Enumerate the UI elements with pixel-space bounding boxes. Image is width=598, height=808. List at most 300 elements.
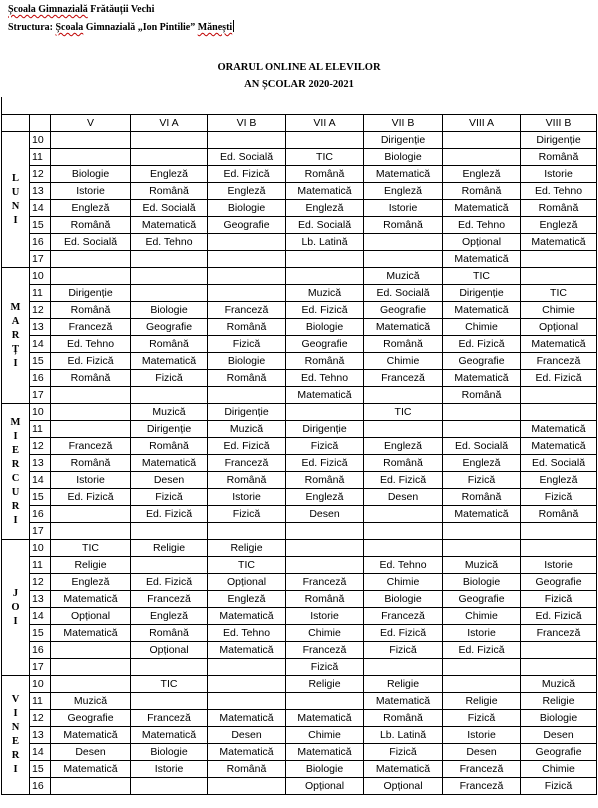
subject-cell: Biologie (286, 319, 364, 336)
subject-cell: Geografie (51, 710, 131, 727)
subject-cell: Matematică (51, 761, 131, 778)
subject-cell: Geografie (443, 591, 521, 608)
subject-cell (364, 506, 443, 523)
hour-cell: 17 (30, 251, 51, 268)
subject-cell: Matematică (364, 761, 443, 778)
hour-cell: 11 (30, 149, 51, 166)
subject-cell: Engleză (443, 455, 521, 472)
subject-cell (521, 659, 597, 676)
subject-cell: Istorie (364, 200, 443, 217)
structure-part-b: Gimnazială „Ion Pintilie” (85, 22, 196, 33)
subject-cell: Engleză (521, 472, 597, 489)
subject-cell: Fizică (286, 659, 364, 676)
subject-cell (364, 251, 443, 268)
subject-cell: Ed. Tehno (286, 370, 364, 387)
day-letter: I (13, 514, 18, 526)
subject-cell: TIC (51, 540, 131, 557)
subject-cell: Istorie (521, 166, 597, 183)
school-name-part-b: Frătăuții Vechi (90, 4, 155, 15)
subject-cell: Geografie (521, 574, 597, 591)
subject-cell: Engleză (51, 200, 131, 217)
day-letter: U (11, 486, 20, 498)
subject-cell: Religie (364, 676, 443, 693)
subject-cell (364, 421, 443, 438)
subject-cell: Opțional (286, 778, 364, 795)
table-row (2, 302, 597, 319)
subject-cell: Fizică (521, 778, 597, 795)
subject-cell (286, 132, 364, 149)
hour-cell: 12 (30, 710, 51, 727)
subject-cell: Ed. Socială (51, 234, 131, 251)
subject-cell: Religie (521, 693, 597, 710)
subject-cell (131, 387, 208, 404)
subject-cell (364, 659, 443, 676)
table-row (2, 438, 597, 455)
hour-cell: 16 (30, 778, 51, 795)
subject-cell: Ed. Fizică (131, 574, 208, 591)
table-row (2, 404, 597, 421)
subject-cell (286, 557, 364, 574)
subject-cell: Desen (521, 727, 597, 744)
subject-cell: Ed. Socială (286, 217, 364, 234)
subject-cell: Muzică (286, 285, 364, 302)
day-letter: C (11, 472, 20, 484)
subject-cell (443, 421, 521, 438)
subject-cell (131, 693, 208, 710)
subject-cell: Română (131, 336, 208, 353)
table-row (2, 744, 597, 761)
subject-cell: Fizică (443, 710, 521, 727)
day-letter: I (13, 615, 18, 627)
subject-cell: Fizică (286, 438, 364, 455)
subject-cell (521, 642, 597, 659)
subject-cell: Matematică (208, 710, 286, 727)
day-letter: M (10, 301, 21, 313)
subject-cell: Muzică (208, 421, 286, 438)
subject-cell (443, 132, 521, 149)
subject-cell (51, 404, 131, 421)
class-header: VIII A (443, 115, 521, 132)
day-letter: V (11, 694, 20, 705)
subject-cell (51, 676, 131, 693)
subject-cell: Ed. Socială (521, 455, 597, 472)
subject-cell: Română (51, 455, 131, 472)
subject-cell: Ed. Fizică (286, 302, 364, 319)
hour-cell: 17 (30, 387, 51, 404)
school-year-title: AN ȘCOLAR 2020-2021 (244, 79, 354, 90)
class-header: VI A (131, 115, 208, 132)
subject-cell: Dirigenție (443, 285, 521, 302)
subject-cell: Română (286, 353, 364, 370)
subject-cell (208, 268, 286, 285)
subject-cell: Opțional (443, 234, 521, 251)
subject-cell: Română (131, 625, 208, 642)
subject-cell: Biologie (364, 591, 443, 608)
subject-cell (286, 523, 364, 540)
day-letter: A (11, 315, 20, 327)
subject-cell: Lb. Latină (286, 234, 364, 251)
subject-cell: Dirigenție (364, 132, 443, 149)
subject-cell: Matematică (131, 353, 208, 370)
hour-cell: 15 (30, 217, 51, 234)
subject-cell: Biologie (521, 710, 597, 727)
subject-cell: Matematică (286, 183, 364, 200)
table-row (2, 506, 597, 523)
table-row (2, 659, 597, 676)
subject-cell: Istorie (521, 557, 597, 574)
subject-cell (131, 285, 208, 302)
hour-cell: 15 (30, 625, 51, 642)
subject-cell (51, 659, 131, 676)
subject-cell: Română (51, 370, 131, 387)
hour-cell: 12 (30, 166, 51, 183)
subject-cell: Română (364, 455, 443, 472)
subject-cell: Franceză (521, 353, 597, 370)
subject-cell: Dirigenție (131, 421, 208, 438)
subject-cell (208, 285, 286, 302)
subject-cell: Ed. Tehno (443, 217, 521, 234)
subject-cell: Chimie (521, 761, 597, 778)
day-letter: I (13, 357, 18, 369)
subject-cell: Fizică (131, 370, 208, 387)
subject-cell: Matematică (443, 200, 521, 217)
subject-cell: Engleză (51, 574, 131, 591)
subject-cell (286, 693, 364, 710)
table-row (2, 319, 597, 336)
subject-cell (51, 523, 131, 540)
subject-cell: Istorie (286, 608, 364, 625)
subject-cell: Dirigenție (51, 285, 131, 302)
hour-cell: 12 (30, 574, 51, 591)
subject-cell: Dirigenție (208, 404, 286, 421)
subject-cell: Chimie (286, 625, 364, 642)
subject-cell: Matematică (131, 727, 208, 744)
subject-cell: Română (131, 183, 208, 200)
subject-cell: Ed. Fizică (51, 353, 131, 370)
subject-cell: Ed. Fizică (131, 506, 208, 523)
subject-cell: Biologie (443, 574, 521, 591)
subject-cell: Dirigenție (286, 421, 364, 438)
subject-cell (364, 540, 443, 557)
subject-cell: Geografie (443, 353, 521, 370)
table-row (2, 557, 597, 574)
subject-cell (443, 404, 521, 421)
header-row (2, 115, 597, 132)
subject-cell (131, 251, 208, 268)
subject-cell: Matematică (131, 217, 208, 234)
subject-cell (286, 268, 364, 285)
subject-cell (521, 251, 597, 268)
subject-cell: Biologie (364, 149, 443, 166)
subject-cell (286, 251, 364, 268)
subject-cell (208, 778, 286, 795)
subject-cell: Muzică (131, 404, 208, 421)
subject-cell: Biologie (286, 761, 364, 778)
subject-cell (521, 523, 597, 540)
subject-cell: Română (208, 319, 286, 336)
hour-cell: 14 (30, 608, 51, 625)
subject-cell: Chimie (364, 353, 443, 370)
subject-cell: Matematică (521, 438, 597, 455)
subject-cell: Franceză (208, 455, 286, 472)
subject-cell (443, 676, 521, 693)
subject-cell: Română (51, 302, 131, 319)
subject-cell: Ed. Tehno (51, 336, 131, 353)
subject-cell: TIC (131, 676, 208, 693)
subject-cell (364, 523, 443, 540)
hour-cell: 12 (30, 438, 51, 455)
document-title: ORARUL ONLINE AL ELEVILOR (217, 62, 381, 73)
subject-cell: Matematică (208, 642, 286, 659)
table-row (2, 608, 597, 625)
subject-cell: Ed. Tehno (521, 183, 597, 200)
hour-cell: 15 (30, 489, 51, 506)
table-row (2, 251, 597, 268)
subject-cell (208, 693, 286, 710)
subject-cell (286, 540, 364, 557)
structure-label: Structura: (8, 22, 53, 33)
table-row (2, 234, 597, 251)
day-label (2, 268, 30, 404)
subject-cell: Franceză (51, 438, 131, 455)
subject-cell: Geografie (208, 217, 286, 234)
subject-cell: Ed. Socială (208, 149, 286, 166)
subject-cell: Religie (208, 540, 286, 557)
subject-cell: Matematică (286, 387, 364, 404)
subject-cell: Matematică (51, 727, 131, 744)
hour-cell: 16 (30, 234, 51, 251)
subject-cell: Ed. Fizică (208, 166, 286, 183)
table-row (2, 778, 597, 795)
subject-cell: Biologie (51, 166, 131, 183)
table-row (2, 676, 597, 693)
hour-cell: 11 (30, 557, 51, 574)
subject-cell (521, 404, 597, 421)
subject-cell (131, 778, 208, 795)
subject-cell: Ed. Fizică (286, 455, 364, 472)
subject-cell (131, 659, 208, 676)
subject-cell: Matematică (443, 302, 521, 319)
hour-cell: 10 (30, 540, 51, 557)
subject-cell: Engleză (131, 166, 208, 183)
day-letter: R (11, 500, 20, 512)
subject-cell: Română (521, 506, 597, 523)
subject-cell: Fizică (364, 744, 443, 761)
table-row (2, 472, 597, 489)
subject-cell (208, 251, 286, 268)
table-row (2, 693, 597, 710)
table-row (2, 540, 597, 557)
table-row (2, 625, 597, 642)
table-row (2, 523, 597, 540)
subject-cell (208, 387, 286, 404)
subject-cell: Desen (364, 489, 443, 506)
subject-cell (131, 523, 208, 540)
table-row (2, 166, 597, 183)
subject-cell: Biologie (131, 302, 208, 319)
subject-cell: Română (286, 591, 364, 608)
subject-cell: Română (443, 183, 521, 200)
day-label (2, 132, 30, 268)
hour-cell: 11 (30, 285, 51, 302)
subject-cell: Matematică (364, 319, 443, 336)
subject-cell: Engleză (131, 608, 208, 625)
day-letter: U (11, 186, 20, 198)
subject-cell: Română (208, 761, 286, 778)
subject-cell: Fizică (364, 642, 443, 659)
subject-cell: Română (131, 438, 208, 455)
subject-cell: Ed. Fizică (521, 608, 597, 625)
subject-cell (443, 659, 521, 676)
subject-cell: Opțional (364, 778, 443, 795)
subject-cell: Română (364, 217, 443, 234)
hour-cell: 13 (30, 319, 51, 336)
subject-cell: Istorie (208, 489, 286, 506)
text-cursor (233, 20, 234, 32)
subject-cell: TIC (208, 557, 286, 574)
subject-cell: Religie (286, 676, 364, 693)
subject-cell: Română (521, 200, 597, 217)
subject-cell: Desen (51, 744, 131, 761)
table-row (2, 285, 597, 302)
subject-cell: Matematică (208, 608, 286, 625)
subject-cell: Franceză (286, 642, 364, 659)
subject-cell: Matematică (364, 166, 443, 183)
subject-cell (521, 387, 597, 404)
subject-cell: Ed. Socială (131, 200, 208, 217)
subject-cell: Ed. Fizică (521, 370, 597, 387)
table-row (2, 353, 597, 370)
subject-cell (208, 132, 286, 149)
class-header: VII B (364, 115, 443, 132)
hour-cell: 14 (30, 744, 51, 761)
day-letter: L (11, 172, 19, 184)
subject-cell (521, 268, 597, 285)
day-letter: J (12, 587, 19, 599)
day-letter: I (13, 708, 18, 719)
margin-rule (1, 97, 2, 115)
subject-cell: Desen (208, 727, 286, 744)
hour-cell: 10 (30, 676, 51, 693)
subject-cell (51, 778, 131, 795)
subject-cell: Ed. Tehno (208, 625, 286, 642)
subject-cell: Istorie (443, 727, 521, 744)
subject-cell: Matematică (443, 370, 521, 387)
subject-cell (51, 132, 131, 149)
subject-cell: TIC (364, 404, 443, 421)
day-letter: I (13, 764, 18, 775)
table-row (2, 574, 597, 591)
table-row (2, 387, 597, 404)
subject-cell (131, 132, 208, 149)
subject-cell (443, 523, 521, 540)
subject-cell (51, 506, 131, 523)
table-row (2, 710, 597, 727)
subject-cell: Biologie (208, 200, 286, 217)
hour-cell: 12 (30, 302, 51, 319)
subject-cell: Chimie (521, 302, 597, 319)
subject-cell: Matematică (521, 336, 597, 353)
day-letter: E (11, 736, 19, 747)
subject-cell: Engleză (208, 183, 286, 200)
subject-cell: Matematică (521, 421, 597, 438)
subject-cell (208, 523, 286, 540)
table-row (2, 761, 597, 778)
subject-cell (131, 149, 208, 166)
subject-cell: Religie (131, 540, 208, 557)
subject-cell: Ed. Fizică (364, 625, 443, 642)
subject-cell: Engleză (364, 438, 443, 455)
hour-cell: 15 (30, 353, 51, 370)
hour-cell: 17 (30, 523, 51, 540)
subject-cell: Franceză (131, 591, 208, 608)
subject-cell: Matematică (131, 455, 208, 472)
subject-cell: Matematică (521, 234, 597, 251)
subject-cell: Română (364, 710, 443, 727)
subject-cell: Chimie (286, 727, 364, 744)
subject-cell (131, 268, 208, 285)
structure-part-c: Mănești (197, 22, 233, 33)
subject-cell: Matematică (286, 744, 364, 761)
subject-cell: Religie (443, 693, 521, 710)
subject-cell: Ed. Tehno (131, 234, 208, 251)
subject-cell (51, 421, 131, 438)
table-row (2, 421, 597, 438)
subject-cell: Matematică (208, 744, 286, 761)
subject-cell: Franceză (208, 302, 286, 319)
subject-cell: Ed. Fizică (443, 642, 521, 659)
subject-cell: Română (443, 387, 521, 404)
subject-cell: Geografie (521, 744, 597, 761)
subject-cell (51, 387, 131, 404)
subject-cell: Lb. Latină (364, 727, 443, 744)
class-header: V (51, 115, 131, 132)
day-letter: I (13, 214, 18, 226)
subject-cell: Franceză (364, 370, 443, 387)
class-header: VII A (286, 115, 364, 132)
table-row (2, 200, 597, 217)
subject-cell: Opțional (51, 608, 131, 625)
subject-cell: Opțional (208, 574, 286, 591)
hour-cell: 10 (30, 268, 51, 285)
table-row (2, 336, 597, 353)
day-letter: O (11, 601, 20, 613)
school-name (8, 4, 154, 15)
subject-cell: Fizică (208, 336, 286, 353)
subject-cell: Română (51, 217, 131, 234)
day-letter: R (11, 329, 20, 341)
subject-cell: Fizică (521, 489, 597, 506)
hour-cell: 17 (30, 659, 51, 676)
day-letter: N (11, 722, 20, 733)
subject-cell (51, 251, 131, 268)
subject-cell: Fizică (208, 506, 286, 523)
day-letter: R (11, 458, 20, 470)
subject-cell: Biologie (208, 353, 286, 370)
subject-cell: Engleză (208, 591, 286, 608)
subject-cell (51, 149, 131, 166)
subject-cell (208, 676, 286, 693)
hour-cell: 13 (30, 183, 51, 200)
hour-cell: 13 (30, 591, 51, 608)
subject-cell: Matematică (443, 506, 521, 523)
subject-cell: Dirigenție (521, 132, 597, 149)
table-row (2, 183, 597, 200)
subject-cell: Ed. Fizică (364, 472, 443, 489)
subject-cell: Muzică (364, 268, 443, 285)
day-letter: Ț (11, 343, 19, 355)
subject-cell: Franceză (443, 761, 521, 778)
